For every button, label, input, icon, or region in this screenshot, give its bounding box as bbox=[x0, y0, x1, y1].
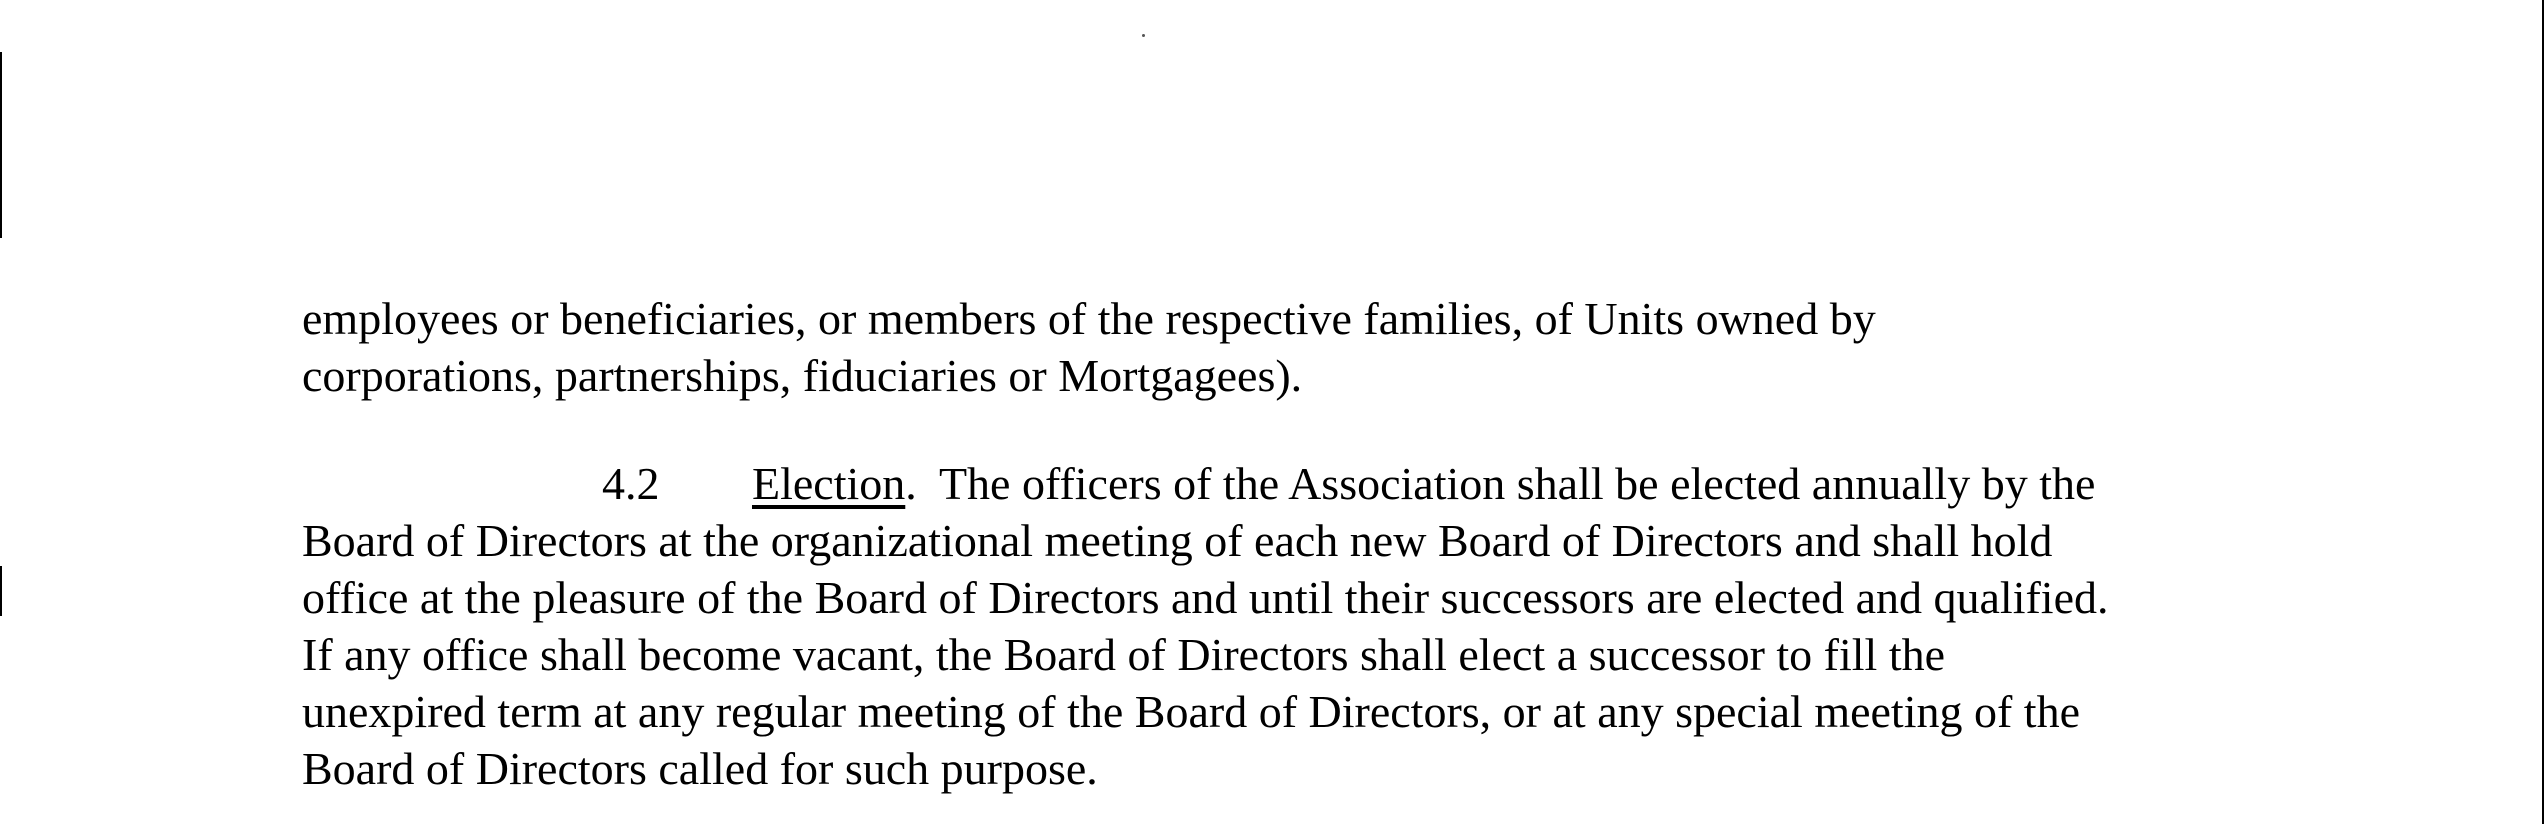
continued-paragraph bbox=[302, 290, 2322, 404]
left-margin-rule-top bbox=[0, 52, 2, 238]
paragraph-line: corporations, partnerships, fiduciaries or Mortgagees). bbox=[302, 350, 1303, 401]
paragraph-line: unexpired term at any regular meeting of the Board of Directors, or at any special meeting of the bbox=[302, 686, 2081, 737]
section-heading-line bbox=[302, 455, 2322, 512]
paragraph-line: Board of Directors called for such purpose. bbox=[302, 743, 1098, 794]
paragraph-line: office at the pleasure of the Board of Directors and until their successors are elected and qualified. bbox=[302, 572, 2109, 623]
section-election-paragraph bbox=[302, 455, 2322, 797]
section-first-line-text: The officers of the Association shall be elected annually by the bbox=[916, 458, 2096, 509]
section-title-punctuation: . bbox=[905, 458, 917, 509]
scan-speck bbox=[1142, 34, 1145, 37]
paragraph-line: Board of Directors at the organizational meeting of each new Board of Directors and shall hold bbox=[302, 515, 2053, 566]
section-title: Election bbox=[752, 458, 906, 509]
left-margin-rule-middle bbox=[0, 566, 2, 616]
section-number: 4.2 bbox=[602, 458, 660, 509]
paragraph-line: employees or beneficiaries, or members of the respective families, of Units owned by bbox=[302, 293, 1876, 344]
paragraph-line: If any office shall become vacant, the Board of Directors shall elect a successor to fill the bbox=[302, 629, 1946, 680]
